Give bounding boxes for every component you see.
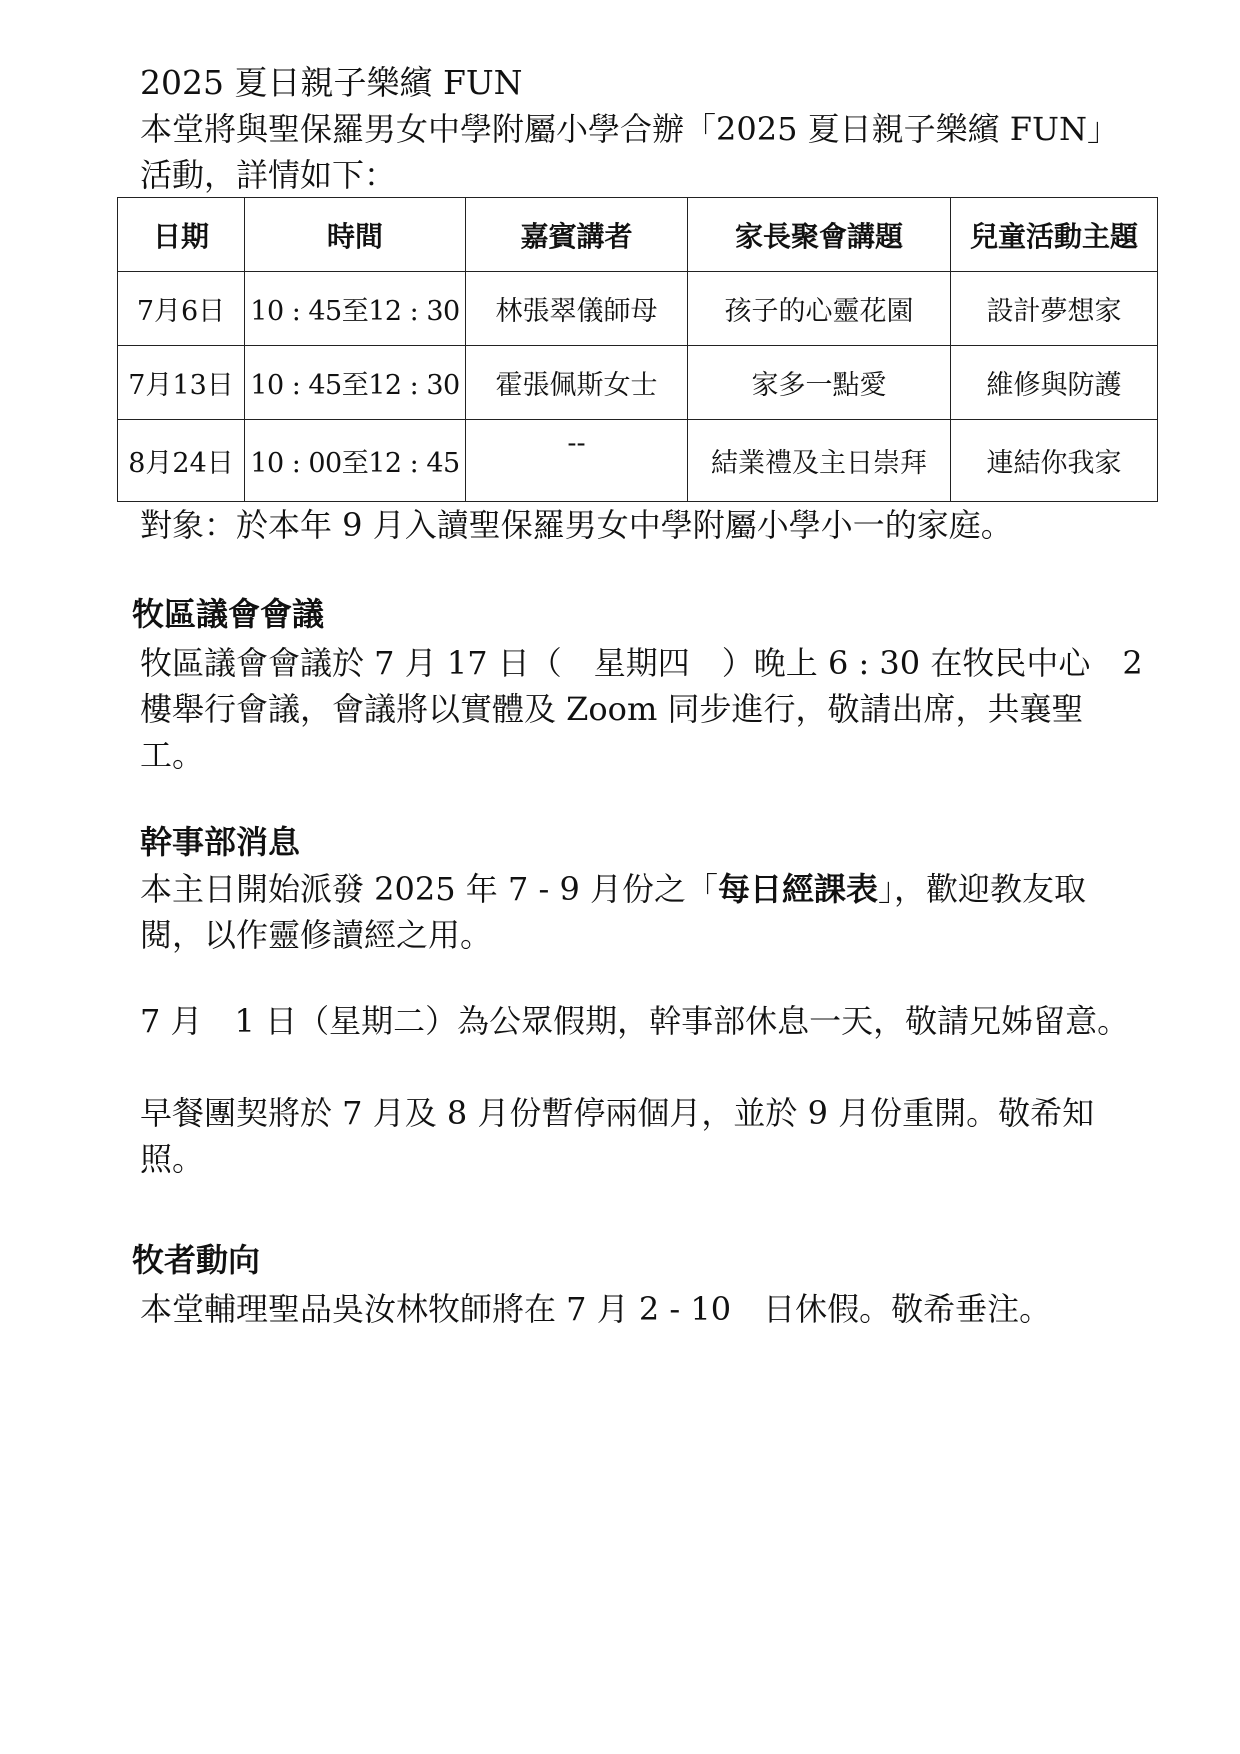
council-meeting-body bbox=[140, 640, 1150, 778]
office-news-body bbox=[140, 866, 1150, 958]
office-news-p1-before: 本主日開始派發 2025 年 7 - 9 月份之「 bbox=[140, 870, 719, 908]
council-meeting-line-1: 牧區議會會議於 7 月 17 日（ 星期四 ）晚上 6 : 30 在牧民中心 2 bbox=[140, 644, 1143, 682]
table-row bbox=[118, 420, 1158, 502]
office-news-breakfast bbox=[140, 1090, 1150, 1182]
clergy-movement-body bbox=[140, 1286, 1150, 1332]
daily-lectionary-title: 每日經課表 bbox=[718, 870, 879, 908]
event-intro-line-1: 本堂將與聖保羅男女中學附屬小學合辦「2025 夏日親子樂繽 FUN」 bbox=[140, 110, 1119, 148]
office-news-p2: 7 月 1 日（星期二）為公眾假期，幹事部休息一天，敬請兄姊留意。 bbox=[140, 1002, 1130, 1040]
table-cell-speaker: -- bbox=[466, 420, 688, 502]
event-audience-text: 對象：於本年 9 月入讀聖保羅男女中學附屬小學小一的家庭。 bbox=[140, 506, 1013, 544]
table-cell-child-theme: 設計夢想家 bbox=[951, 272, 1158, 346]
table-cell-date: 8月24日 bbox=[118, 420, 245, 502]
office-news-p1-line-2: 閱，以作靈修讀經之用。 bbox=[140, 916, 493, 954]
table-header-time: 時間 bbox=[245, 198, 466, 272]
table-header-date: 日期 bbox=[118, 198, 245, 272]
clergy-movement-text: 本堂輔理聖品吳汝林牧師將在 7 月 2 - 10 日休假。敬希垂注。 bbox=[140, 1290, 1052, 1328]
table-row bbox=[118, 272, 1158, 346]
council-meeting-line-2: 樓舉行會議，會議將以實體及 Zoom 同步進行，敬請出席，共襄聖 bbox=[140, 690, 1084, 728]
event-schedule-table bbox=[117, 197, 1158, 502]
event-intro-line-2: 活動，詳情如下： bbox=[140, 156, 397, 194]
table-cell-speaker: 霍張佩斯女士 bbox=[466, 346, 688, 420]
office-news-holiday bbox=[140, 998, 1150, 1044]
council-meeting-heading: 牧區議會會議 bbox=[132, 595, 325, 633]
table-cell-parent-topic: 孩子的心靈花園 bbox=[688, 272, 951, 346]
office-news-heading: 幹事部消息 bbox=[140, 823, 301, 861]
table-header-child-theme: 兒童活動主題 bbox=[951, 198, 1158, 272]
event-title: 2025 夏日親子樂繽 FUN bbox=[140, 63, 523, 102]
table-header-speaker: 嘉賓講者 bbox=[466, 198, 688, 272]
table-cell-time: 10 : 00至12 : 45 bbox=[245, 420, 466, 502]
table-header-parent-topic: 家長聚會講題 bbox=[688, 198, 951, 272]
office-news-p1-line-1 bbox=[140, 866, 1150, 912]
event-audience bbox=[140, 502, 1150, 548]
table-cell-child-theme: 連結你我家 bbox=[951, 420, 1158, 502]
table-row bbox=[118, 346, 1158, 420]
table-cell-speaker: 林張翠儀師母 bbox=[466, 272, 688, 346]
table-cell-date: 7月6日 bbox=[118, 272, 245, 346]
table-cell-parent-topic: 結業禮及主日崇拜 bbox=[688, 420, 951, 502]
clergy-movement-heading: 牧者動向 bbox=[132, 1241, 261, 1279]
event-section bbox=[140, 60, 1150, 198]
council-meeting-line-3: 工。 bbox=[140, 736, 205, 774]
office-news-p3-line-1: 早餐團契將於 7 月及 8 月份暫停兩個月，並於 9 月份重開。敬希知 bbox=[140, 1094, 1095, 1132]
table-cell-time: 10 : 45至12 : 30 bbox=[245, 272, 466, 346]
office-news-p1-after: 」，歡迎教友取 bbox=[878, 870, 1087, 908]
table-header-row bbox=[118, 198, 1158, 272]
table-cell-child-theme: 維修與防護 bbox=[951, 346, 1158, 420]
office-news-p3-line-2: 照。 bbox=[140, 1140, 205, 1178]
table-cell-date: 7月13日 bbox=[118, 346, 245, 420]
table-cell-time: 10 : 45至12 : 30 bbox=[245, 346, 466, 420]
table-cell-parent-topic: 家多一點愛 bbox=[688, 346, 951, 420]
